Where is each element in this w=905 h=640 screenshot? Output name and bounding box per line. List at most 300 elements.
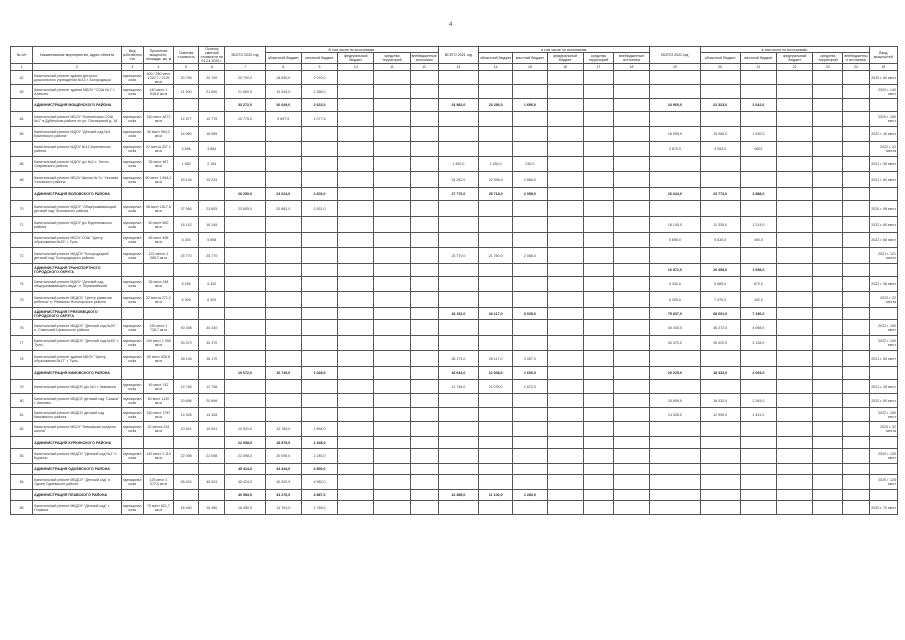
table-cell (650, 501, 700, 515)
table-cell: 125 мест 2 072,6 кв.м (143, 475, 173, 490)
table-cell (813, 264, 843, 277)
table-cell (410, 85, 438, 99)
table-cell: 10 541 (199, 422, 225, 437)
table-cell: 14 328 (174, 408, 199, 422)
table-cell (700, 464, 740, 475)
table-cell (374, 464, 410, 475)
table-cell (374, 127, 410, 142)
table-cell (301, 308, 337, 320)
table-cell (338, 464, 374, 475)
table-cell (438, 233, 478, 248)
table-cell (700, 490, 740, 501)
table-cell: 19 244,0 (265, 85, 301, 99)
table-cell (650, 464, 700, 475)
table-cell (438, 201, 478, 217)
table-cell (438, 394, 478, 408)
table-cell (583, 85, 613, 99)
table-cell (777, 201, 813, 217)
table-cell (613, 71, 649, 85)
table-cell (374, 217, 410, 233)
table-cell (479, 217, 513, 233)
table-cell: 28 170 (199, 351, 225, 367)
table-cell (513, 233, 547, 248)
table-cell: 43 152,0 (438, 308, 478, 320)
table-cell (740, 112, 776, 127)
table-cell (265, 264, 301, 277)
table-cell: 62 (11, 71, 33, 85)
table-cell: 32 места 434 кв.м (143, 422, 173, 437)
table-cell: 10 234 (199, 172, 225, 188)
table-cell (11, 142, 33, 157)
table-cell (265, 157, 301, 172)
table-cell: 20 095,0 (265, 449, 301, 464)
table-cell (813, 367, 843, 380)
table-cell: АДМИНИСТРАЦИЯ КИМОВСКОГО РАЙОНА (33, 367, 122, 380)
table-cell (813, 308, 843, 320)
table-cell (740, 172, 776, 188)
table-cell (410, 292, 438, 308)
table-cell (700, 71, 740, 85)
table-row (11, 336, 898, 351)
table-cell: АДМИНИСТРАЦИЯ ОДОЕВСКОГО РАЙОНА (33, 464, 122, 475)
table-cell (583, 501, 613, 515)
table-cell: 2020 г. 160 мест (869, 112, 897, 127)
table-cell: 84 (11, 475, 33, 490)
table-cell: 43 146 (174, 172, 199, 188)
table-cell: муниципальная (121, 449, 143, 464)
table-cell (225, 308, 265, 320)
table-cell: 18 879,0 (265, 437, 301, 449)
table-cell: 5 430,0 (650, 277, 700, 292)
section-row (11, 464, 898, 475)
src-fed-2022: федеральный бюджет (777, 53, 813, 64)
table-cell (843, 501, 869, 515)
table-cell (410, 172, 438, 188)
column-number: 20 (700, 64, 740, 71)
src-obl-2021: областной бюджет (479, 53, 513, 64)
table-cell (777, 437, 813, 449)
table-cell (613, 490, 649, 501)
table-cell: 81 (11, 408, 33, 422)
table-cell (700, 112, 740, 127)
table-cell: 14 704,0 (265, 501, 301, 515)
table-cell: 2 058,0 (513, 188, 547, 201)
table-row (11, 217, 898, 233)
col-total-2020: ВСЕГО 2020 год (225, 47, 265, 64)
table-cell: 2022 г. 85 мест (869, 233, 897, 248)
table-cell: 3 035,0 (513, 308, 547, 320)
table-cell: 10 541,0 (225, 422, 265, 437)
table-cell (813, 501, 843, 515)
table-cell: 4 696 (174, 142, 199, 157)
table-cell (547, 367, 583, 380)
table-cell: 85 мест 498 кв.м (143, 233, 173, 248)
table-cell: 33 272,0 (225, 99, 265, 112)
table-cell: 12 577 (174, 112, 199, 127)
table-cell: 2 184 (199, 157, 225, 172)
table-cell: 150 мест 1 728,7 кв.м (143, 320, 173, 336)
table-row (11, 408, 898, 422)
column-number: 13 (438, 64, 478, 71)
table-cell (301, 277, 337, 292)
table-cell: 0822 (740, 142, 776, 157)
table-cell: 80 (11, 394, 33, 408)
table-cell: Капитальный ремонт МБДОУ "Центр развития ребенка" п. Ревякино Ясногорского района (33, 292, 122, 308)
table-cell (410, 112, 438, 127)
table-cell: 22 098,0 (225, 449, 265, 464)
table-cell: 1 214,0 (740, 217, 776, 233)
table-cell (374, 320, 410, 336)
table-cell: Капитальный ремонт здания МБОУ "Центр образования №17" г. Тулы (33, 351, 122, 367)
table-cell (583, 142, 613, 157)
table-cell (199, 264, 225, 277)
table-cell: АДМИНИСТРАЦИЯ МОЩЕНСКОГО РАЙОНА (33, 99, 122, 112)
table-cell (613, 201, 649, 217)
table-cell (813, 217, 843, 233)
table-cell (777, 233, 813, 248)
table-cell (547, 394, 583, 408)
table-cell (374, 367, 410, 380)
table-cell (613, 464, 649, 475)
table-cell (199, 367, 225, 380)
table-row (11, 248, 898, 264)
table-cell (374, 85, 410, 99)
column-number: 18 (613, 64, 649, 71)
src-mest-2022: местный бюджет (740, 53, 776, 64)
table-cell (301, 351, 337, 367)
table-cell (438, 217, 478, 233)
table-cell (438, 336, 478, 351)
table-cell: 2020 г. 140 мест (869, 85, 897, 99)
table-cell: 75 837,0 (650, 308, 700, 320)
table-cell: 3 057,0 (513, 351, 547, 367)
column-number: 10 (338, 64, 374, 71)
table-cell: 20 696 (174, 394, 199, 408)
table-cell (583, 408, 613, 422)
table-cell (700, 157, 740, 172)
table-cell (777, 490, 813, 501)
table-cell (410, 437, 438, 449)
section-row (11, 99, 898, 112)
table-cell (547, 157, 583, 172)
table-cell: 12 784,0 (265, 422, 301, 437)
table-cell: 10 775 (199, 112, 225, 127)
table-cell: муниципальная (121, 277, 143, 292)
table-cell (843, 71, 869, 85)
table-cell (11, 437, 33, 449)
table-cell: 40 348 (174, 320, 199, 336)
table-cell: 70 мест 821,7 кв.м (143, 501, 173, 515)
table-cell: 2 623,0 (301, 99, 337, 112)
table-cell: Капитальный ремонт МКДОУ "Детский сад" г. Плавска (33, 501, 122, 515)
table-cell: 60 мест 850 кв.м (143, 217, 173, 233)
table-body (11, 71, 898, 515)
table-cell: 40 мест 984,2 кв.м (143, 127, 173, 142)
table-cell (513, 475, 547, 490)
table-cell: 12 746,0 (438, 380, 478, 394)
table-cell (843, 85, 869, 99)
table-cell: 20 696 (199, 394, 225, 408)
table-cell: 2022 г. 36 мест (869, 277, 897, 292)
table-cell: 3 870,0 (650, 142, 700, 157)
table-cell (338, 394, 374, 408)
table-cell: 23 286,0 (479, 99, 513, 112)
table-cell (547, 277, 583, 292)
table-cell: 11 335,0 (700, 217, 740, 233)
table-cell: 34 276,0 (265, 490, 301, 501)
table-cell: 7 196,0 (740, 308, 776, 320)
table-cell (777, 292, 813, 308)
table-cell: 2020 г. 130 мест (869, 449, 897, 464)
table-cell (479, 71, 513, 85)
table-cell: 45 424 (174, 475, 199, 490)
table-cell: 12 385,0 (438, 490, 478, 501)
table-cell (547, 422, 583, 437)
table-cell (513, 217, 547, 233)
table-cell (547, 142, 583, 157)
table-cell (583, 157, 613, 172)
table-cell: 25 770 (199, 248, 225, 264)
table-cell (547, 71, 583, 85)
table-cell: 3 128,0 (740, 336, 776, 351)
table-cell (583, 99, 613, 112)
table-cell: 2 093,0 (740, 367, 776, 380)
table-cell (479, 112, 513, 127)
column-number: 21 (740, 64, 776, 71)
table-cell (438, 408, 478, 422)
table-cell (374, 157, 410, 172)
table-cell (225, 380, 265, 394)
table-cell: 5 432 (199, 277, 225, 292)
table-cell (813, 408, 843, 422)
table-cell (700, 172, 740, 188)
table-cell (740, 157, 776, 172)
table-cell (583, 320, 613, 336)
table-cell: 4 962,0 (301, 475, 337, 490)
table-cell: 45 424,0 (225, 475, 265, 490)
table-cell: Капитальный ремонт здания детского дошкольного учреждения №10 г. Богородицка (33, 71, 122, 85)
table-cell: муниципальная (121, 85, 143, 99)
table-cell: Капитальный ремонт МБОУ "Кимовская средняя школа" (33, 422, 122, 437)
table-cell (813, 248, 843, 264)
table-cell (869, 490, 897, 501)
table-row (11, 351, 898, 367)
table-cell: 98 мест 1817,5 кв.м (143, 201, 173, 217)
table-cell: 63 (11, 85, 33, 99)
table-cell (650, 172, 700, 188)
table-cell (583, 367, 613, 380)
table-cell (813, 277, 843, 292)
table-cell (301, 127, 337, 142)
table-cell: 68 (11, 172, 33, 188)
table-cell (410, 449, 438, 464)
table-cell (301, 380, 337, 394)
table-cell (338, 490, 374, 501)
column-number: 12 (410, 64, 438, 71)
table-cell (700, 437, 740, 449)
table-cell (613, 142, 649, 157)
table-cell (374, 172, 410, 188)
src-fed-2020: федеральный бюджет (338, 53, 374, 64)
table-cell (265, 308, 301, 320)
table-cell: 1 886,0 (513, 172, 547, 188)
table-cell (225, 142, 265, 157)
table-cell (547, 217, 583, 233)
table-cell (869, 367, 897, 380)
col-incl-2021: в том числе по источникам: (479, 47, 650, 53)
table-cell: 1 530,0 (740, 127, 776, 142)
table-cell: 16 595 (199, 127, 225, 142)
table-cell (410, 380, 438, 394)
table-cell (843, 217, 869, 233)
table-cell (740, 201, 776, 217)
table-cell (843, 142, 869, 157)
table-cell (700, 501, 740, 515)
table-cell (410, 464, 438, 475)
table-cell (813, 142, 843, 157)
table-cell (583, 127, 613, 142)
table-cell (301, 394, 337, 408)
table-cell (547, 248, 583, 264)
table-cell: Капитальный ремонт МБДОУ "Детский сад" п. Одоев Одоевского района (33, 475, 122, 490)
table-cell: 2021 г. 60 мест (869, 172, 897, 188)
table-cell (613, 233, 649, 248)
table-cell: 64 (11, 112, 33, 127)
table-cell: 78 (11, 351, 33, 367)
table-cell: 2020 г. 70 мест (869, 501, 897, 515)
table-cell: муниципальная (121, 172, 143, 188)
table-cell: Капитальный ремонт МБДОУ детский сад "Сказка" г. Кимовск (33, 394, 122, 408)
table-cell: 28 145 (174, 351, 199, 367)
table-cell (338, 501, 374, 515)
table-cell (265, 351, 301, 367)
investment-table (10, 46, 898, 515)
table-cell (438, 292, 478, 308)
table-cell (700, 351, 740, 367)
table-cell (479, 233, 513, 248)
table-cell: 21 600 (174, 85, 199, 99)
table-cell (740, 449, 776, 464)
table-cell (410, 201, 438, 217)
table-cell (547, 320, 583, 336)
table-cell (777, 85, 813, 99)
table-cell (740, 71, 776, 85)
table-cell (777, 475, 813, 490)
table-cell (700, 475, 740, 490)
table-cell (843, 449, 869, 464)
section-row (11, 367, 898, 380)
table-cell: 1 077,5 (301, 112, 337, 127)
table-cell: 36 272,0 (700, 320, 740, 336)
table-cell (650, 201, 700, 217)
table-cell (813, 201, 843, 217)
table-cell (174, 264, 199, 277)
table-cell (843, 277, 869, 292)
table-cell: муниципальная (121, 142, 143, 157)
table-cell (479, 201, 513, 217)
table-cell: Капитальный ремонт МКДОУ "Богородицкий детский сад" Богородицкого района (33, 248, 122, 264)
src-fed-2021: федеральный бюджет (547, 53, 583, 64)
table-cell (265, 217, 301, 233)
table-cell: 75 (11, 292, 33, 308)
table-cell: 130 мест 1 110 кв.м (143, 449, 173, 464)
table-cell (583, 112, 613, 127)
table-cell (438, 277, 478, 292)
src-mest-2020: местный бюджет (301, 53, 337, 64)
table-cell: 22 места 271,2 кв.м (143, 292, 173, 308)
table-cell (613, 437, 649, 449)
table-cell (374, 449, 410, 464)
table-cell: 16 145 (199, 217, 225, 233)
table-cell: 8 165 (174, 277, 199, 292)
table-cell: 20 696,0 (650, 394, 700, 408)
table-cell (374, 308, 410, 320)
table-cell (777, 394, 813, 408)
table-row (11, 501, 898, 515)
table-cell (650, 71, 700, 85)
table-cell (777, 308, 813, 320)
table-cell (813, 336, 843, 351)
table-cell (513, 292, 547, 308)
table-cell (513, 71, 547, 85)
table-cell (513, 394, 547, 408)
table-cell (225, 157, 265, 172)
table-cell (410, 394, 438, 408)
table-cell (843, 308, 869, 320)
col-incl-2020: В том числе по источникам: (265, 47, 438, 53)
column-number: 5 (174, 64, 199, 71)
table-cell (301, 217, 337, 233)
table-cell: 2021 г. 60 мест (869, 351, 897, 367)
table-cell: 45 424 (199, 475, 225, 490)
table-cell (813, 320, 843, 336)
table-cell (265, 248, 301, 264)
table-cell (410, 142, 438, 157)
table-cell: 1 654,0 (301, 422, 337, 437)
table-cell (513, 464, 547, 475)
table-cell (121, 437, 143, 449)
table-cell (843, 490, 869, 501)
table-cell (613, 394, 649, 408)
table-cell: 2 070,0 (301, 71, 337, 85)
table-cell: Капитальный ремонт МБОУ Школа № 3 г. Узловая Узловского района (33, 172, 122, 188)
column-number: 2 (33, 64, 122, 71)
table-cell (813, 99, 843, 112)
table-cell (338, 320, 374, 336)
table-cell (410, 336, 438, 351)
table-cell: 16 960 (174, 127, 199, 142)
table-cell: Капитальный ремонт МКДОУ "Детский сад №1" п. Куркино (33, 449, 122, 464)
table-cell (338, 277, 374, 292)
table-cell (479, 127, 513, 142)
table-cell (777, 127, 813, 142)
table-cell (613, 172, 649, 188)
table-cell (650, 85, 700, 99)
table-cell (225, 233, 265, 248)
table-cell (583, 380, 613, 394)
table-cell (374, 71, 410, 85)
table-cell: 400 / 280 мест 1762,7 / 2125 кв.м (143, 71, 173, 85)
col-incl-2022: в том числе по источникам: (700, 47, 869, 53)
table-cell (813, 85, 843, 99)
table-cell (374, 99, 410, 112)
table-cell (613, 408, 649, 422)
table-cell (265, 127, 301, 142)
table-cell (374, 336, 410, 351)
table-cell (338, 351, 374, 367)
table-cell: 23 605,0 (225, 201, 265, 217)
table-cell: 20 700 (199, 71, 225, 85)
